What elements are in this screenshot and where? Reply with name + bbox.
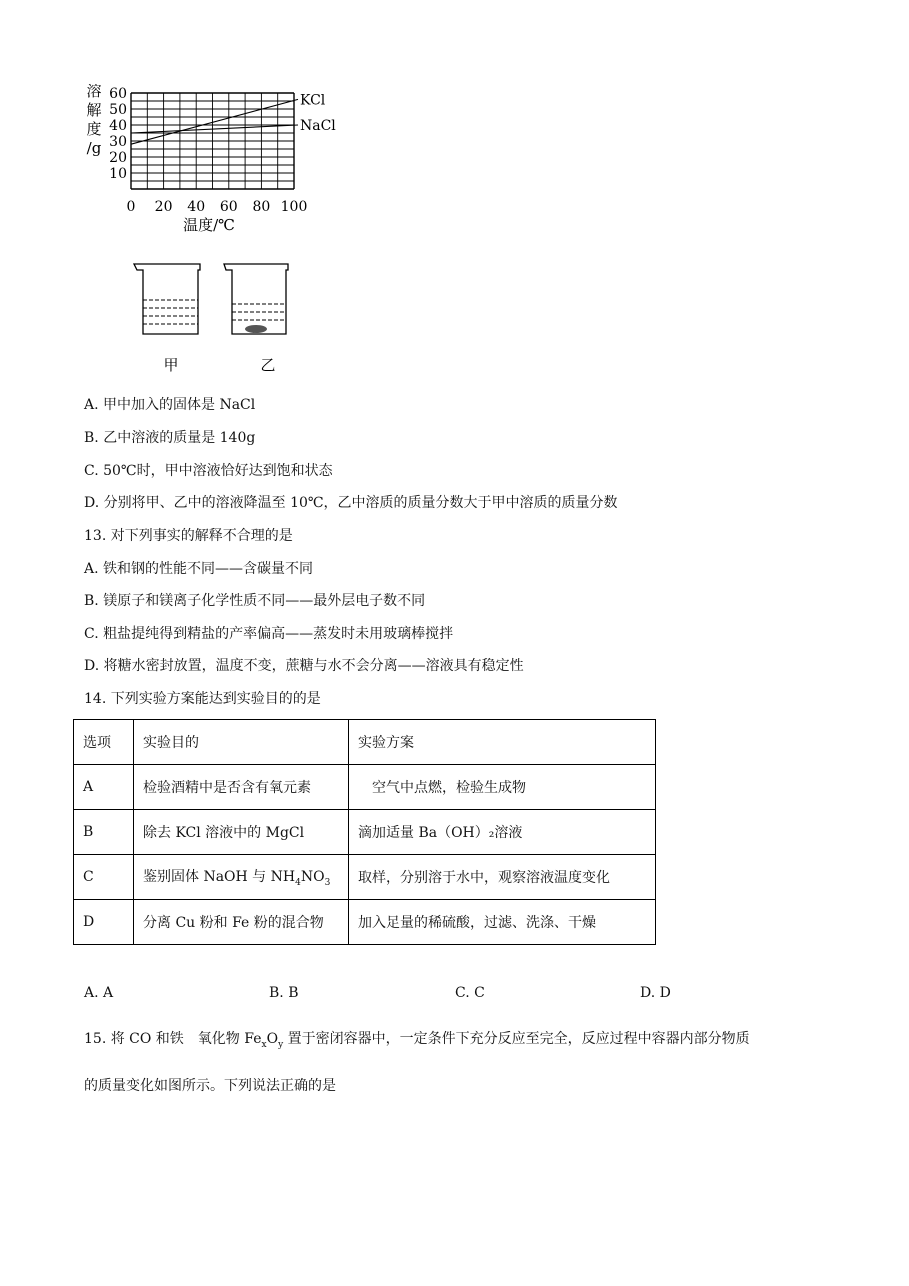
beaker-label-yi: 乙 bbox=[260, 356, 276, 374]
row-plan: 滴加适量 Ba（OH）₂溶液 bbox=[349, 810, 656, 855]
x-tick-labels bbox=[127, 199, 308, 215]
x-tick-label: 20 bbox=[154, 199, 173, 215]
subscript-y: y bbox=[278, 1039, 284, 1050]
x-tick-label: 40 bbox=[187, 199, 206, 215]
row-plan: 加入足量的稀硫酸，过滤、洗涤、干燥 bbox=[349, 900, 656, 945]
row-goal: 检验酒精中是否含有氧元素 bbox=[134, 765, 349, 810]
q13-stem: 13. 对下列事实的解释不合理的是 bbox=[84, 528, 293, 544]
header-goal: 实验目的 bbox=[134, 720, 349, 765]
q12-option-c: C. 50℃时，甲中溶液恰好达到饱和状态 bbox=[84, 463, 333, 479]
x-tick-label: 60 bbox=[219, 199, 238, 215]
q14-stem: 14. 下列实验方案能达到实验目的的是 bbox=[84, 691, 321, 707]
row-plan: 取样，分别溶于水中，观察溶液温度变化 bbox=[349, 855, 656, 900]
y-tick-label: 10 bbox=[109, 166, 127, 182]
q14-answer-d: D. D bbox=[640, 985, 671, 1001]
row-goal: 分离 Cu 粉和 Fe 粉的混合物 bbox=[134, 900, 349, 945]
beaker-yi bbox=[224, 264, 288, 334]
q12-option-d: D. 分别将甲、乙中的溶液降温至 10℃，乙中溶质的质量分数大于甲中溶质的质量分数 bbox=[84, 495, 618, 511]
subscript-x: x bbox=[261, 1039, 267, 1050]
q13-option-a: A. 铁和钢的性能不同——含碳量不同 bbox=[84, 561, 314, 577]
q15-text-1: 15. 将 CO 和铁 氧化物 Fe bbox=[84, 1031, 262, 1047]
y-label-char: /g bbox=[86, 139, 102, 157]
y-tick-label: 30 bbox=[109, 134, 127, 150]
q15-text-3: 置于密闭容器中，一定条件下充分反应至完全，反应过程中容器内部分物质 bbox=[283, 1031, 750, 1047]
q15-stem-line2: 的质量变化如图所示。下列说法正确的是 bbox=[84, 1078, 336, 1094]
y-label-char: 度 bbox=[86, 120, 102, 138]
table-row bbox=[74, 855, 656, 900]
q14-answer-c: C. C bbox=[455, 985, 485, 1001]
series-line-nacl bbox=[131, 125, 298, 133]
q15-text-2: O bbox=[266, 1031, 279, 1047]
y-tick-label: 20 bbox=[109, 150, 127, 166]
q15-stem-line1 bbox=[84, 1030, 750, 1054]
subscript: 3 bbox=[324, 877, 331, 888]
y-label-char: 溶 bbox=[86, 84, 102, 100]
undissolved-solid bbox=[245, 325, 267, 333]
series-label-kcl: KCl bbox=[300, 92, 326, 109]
beaker-label-jia: 甲 bbox=[163, 356, 179, 374]
x-tick-label: 80 bbox=[252, 199, 271, 215]
row-option: D bbox=[74, 900, 134, 945]
header-option: 选项 bbox=[74, 720, 134, 765]
series-label-nacl: NaCl bbox=[300, 118, 336, 134]
table-row bbox=[74, 900, 656, 945]
table-row bbox=[74, 765, 656, 810]
table-row bbox=[74, 810, 656, 855]
beaker-jia bbox=[134, 264, 200, 334]
x-tick-label: 0 bbox=[126, 199, 136, 215]
table-header-row bbox=[74, 720, 656, 765]
series-line-kcl bbox=[131, 99, 298, 144]
y-axis-label bbox=[86, 84, 101, 157]
solubility-chart bbox=[84, 84, 354, 240]
y-tick-label: 60 bbox=[109, 86, 127, 102]
q14-table bbox=[73, 719, 656, 945]
q14-answer-b: B. B bbox=[269, 985, 299, 1001]
x-tick-label: 100 bbox=[280, 199, 308, 215]
row-option: B bbox=[74, 810, 134, 855]
row-plan: 空气中点燃，检验生成物 bbox=[349, 765, 656, 810]
y-label-char: 解 bbox=[86, 101, 102, 119]
chart-series bbox=[131, 92, 336, 144]
header-plan: 实验方案 bbox=[349, 720, 656, 765]
row-goal bbox=[134, 855, 349, 900]
q12-option-b: B. 乙中溶液的质量是 140g bbox=[84, 430, 256, 446]
q13-option-b: B. 镁原子和镁离子化学性质不同——最外层电子数不同 bbox=[84, 593, 426, 609]
subscript: 4 bbox=[295, 877, 301, 888]
row-option: A bbox=[74, 765, 134, 810]
row-option: C bbox=[74, 855, 134, 900]
q12-option-a: A. 甲中加入的固体是 NaCl bbox=[84, 397, 256, 413]
q13-option-d: D. 将糖水密封放置，温度不变，蔗糖与水不会分离——溶液具有稳定性 bbox=[84, 658, 524, 674]
q14-answer-a: A. A bbox=[84, 985, 114, 1001]
beakers-figure bbox=[128, 258, 298, 378]
goal-text-b: NO bbox=[300, 869, 325, 886]
q13-option-c: C. 粗盐提纯得到精盐的产率偏高——蒸发时未用玻璃棒搅拌 bbox=[84, 626, 454, 642]
y-tick-labels bbox=[109, 86, 127, 182]
y-tick-label: 40 bbox=[109, 118, 127, 134]
x-axis-label: 温度/℃ bbox=[183, 216, 235, 234]
row-goal: 除去 KCl 溶液中的 MgCl bbox=[134, 810, 349, 855]
y-tick-label: 50 bbox=[109, 102, 127, 118]
goal-text-a: 鉴别固体 NaOH 与 NH bbox=[143, 869, 296, 886]
